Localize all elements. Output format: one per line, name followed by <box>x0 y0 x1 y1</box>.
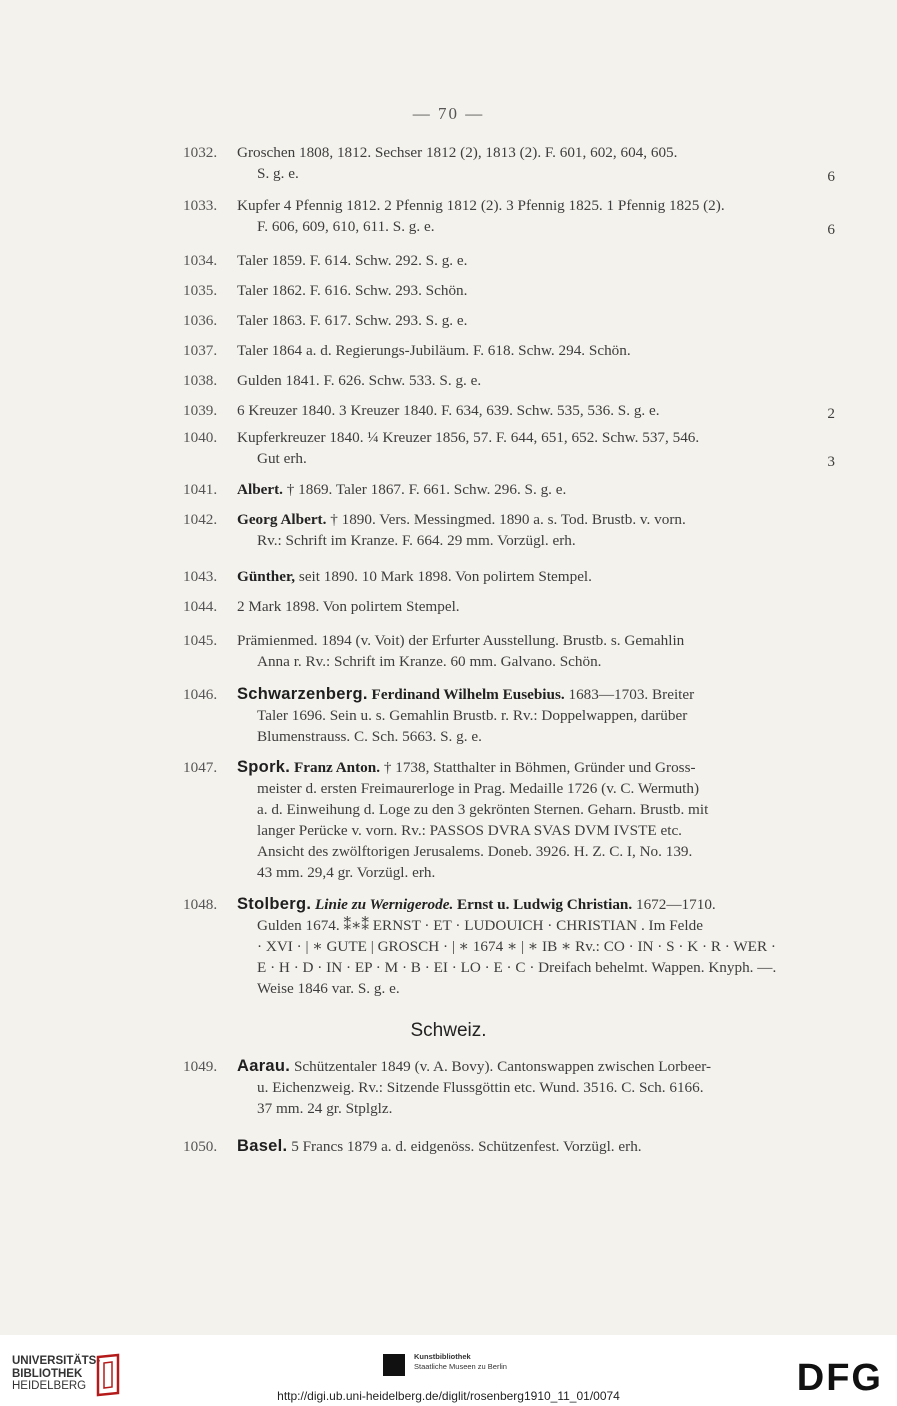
entry-line-first <box>237 370 837 391</box>
entry-line <box>237 862 837 883</box>
entry-line <box>237 799 837 820</box>
entry-text <box>237 250 837 271</box>
entry-number: 1048. <box>183 896 218 913</box>
entry-text <box>237 310 837 331</box>
entry-price: 2 <box>827 405 835 422</box>
entry-line <box>237 841 837 862</box>
entry-line-text: Taler 1862. F. 616. Schw. 293. Schön. <box>237 282 468 299</box>
entry-number: 1032. <box>183 144 218 161</box>
entry-line-text: F. 606, 609, 610, 611. S. g. e. <box>257 218 435 235</box>
entry-number: 1046. <box>183 686 218 703</box>
entry-keyword: Franz Anton. <box>290 759 381 776</box>
entry-keyword: Albert. <box>237 481 283 498</box>
entry-line-text: Weise 1846 var. S. g. e. <box>257 980 400 997</box>
entry-line-first <box>237 400 837 421</box>
uni-logo-line2: BIBLIOTHEK <box>12 1367 83 1380</box>
entry-line-text: · XVI · | ∗ GUTE | GROSCH · | ∗ 1674 ∗ | ∗ IB ∗ Rv.: CO · IN · S · K · R · WER · <box>257 938 776 955</box>
entry-line-text: Kupfer 4 Pfennig 1812. 2 Pfennig 1812 (2). 3 Pfennig 1825. 1 Pfennig 1825 (2). <box>237 197 725 214</box>
entry-line <box>237 651 837 672</box>
entry-text <box>237 142 837 184</box>
entry-keyword-heading: Schwarzenberg. <box>237 685 368 703</box>
entry-keyword: Ferdinand Wilhelm Eusebius. <box>367 686 565 703</box>
entry-line-first <box>237 630 837 651</box>
entry-line-first <box>237 142 837 163</box>
entry-line-first <box>237 250 837 271</box>
entry-line-text: Rv.: Schrift im Kranze. F. 664. 29 mm. Vorzügl. erh. <box>257 532 576 549</box>
entry-line <box>237 1098 837 1119</box>
entry-number: 1036. <box>183 312 218 329</box>
entry-line-text: Anna r. Rv.: Schrift im Kranze. 60 mm. Galvano. Schön. <box>257 653 602 670</box>
entry-text <box>237 479 837 500</box>
entry-text <box>237 400 837 421</box>
entry-number: 1047. <box>183 759 218 776</box>
entry-line-first <box>237 340 837 361</box>
entry-line-text: seit 1890. 10 Mark 1898. Von polirtem Stempel. <box>295 568 592 585</box>
entry-line-text: a. d. Einweihung d. Loge zu den 3 gekrönten Sternen. Geharn. Brustb. mit <box>257 801 709 818</box>
entry-number: 1038. <box>183 372 218 389</box>
entry-line-text: S. g. e. <box>257 165 299 182</box>
entry-line-text: Taler 1864 a. d. Regierungs-Jubiläum. F. 618. Schw. 294. Schön. <box>237 342 631 359</box>
entry-number: 1043. <box>183 568 218 585</box>
entry-keyword-heading: Aarau. <box>237 1057 291 1075</box>
entry-line-first <box>237 195 837 216</box>
entry-keyword-heading: Spork. <box>237 758 291 776</box>
entry-number: 1049. <box>183 1058 218 1075</box>
dfg-logo[interactable]: DFG <box>796 1357 883 1399</box>
entry-number: 1033. <box>183 197 218 214</box>
entry-line-first <box>237 280 837 301</box>
page-number: — 70 — <box>412 104 485 123</box>
entry-line-text: langer Perücke v. vorn. Rv.: PASSOS DVRA SVAS DVM IVSTE etc. <box>257 822 682 839</box>
kunstbibliothek-logo-icon <box>383 1354 405 1376</box>
entry-line-text: 2 Mark 1898. Von polirtem Stempel. <box>237 598 460 615</box>
entry-line <box>237 530 837 551</box>
entry-number: 1040. <box>183 429 218 446</box>
entry-text <box>237 195 837 237</box>
entry-text <box>237 370 837 391</box>
entry-line <box>237 957 837 978</box>
section-title: Schweiz. <box>410 1020 487 1041</box>
entry-line-text: Groschen 1808, 1812. Sechser 1812 (2), 1813 (2). F. 601, 602, 604, 605. <box>237 144 678 161</box>
entry-line-text: 37 mm. 24 gr. Stplglz. <box>257 1100 393 1117</box>
entry-text <box>237 427 837 469</box>
entry-line <box>237 705 837 726</box>
entry-line-first <box>237 310 837 331</box>
entry-line-first <box>237 1136 837 1157</box>
kunstbibliothek-label[interactable] <box>414 1352 507 1372</box>
entry-line <box>237 726 837 747</box>
entry-line-text: 5 Francs 1879 a. d. eidgenöss. Schützenfest. Vorzügl. erh. <box>287 1138 642 1155</box>
entry-keyword: Ernst u. Ludwig Christian. <box>453 896 633 913</box>
entry-line-text: Gulden 1841. F. 626. Schw. 533. S. g. e. <box>237 372 482 389</box>
entry-number: 1034. <box>183 252 218 269</box>
entry-line-text: Ansicht des zwölftorigen Jerusalems. Doneb. 3926. H. Z. C. I, No. 139. <box>257 843 693 860</box>
entry-number: 1045. <box>183 632 218 649</box>
entry-number: 1050. <box>183 1138 218 1155</box>
entry-text <box>237 596 837 617</box>
permalink-url[interactable]: http://digi.ub.uni-heidelberg.de/diglit/rosenberg1910_11_01/0074 <box>277 1389 620 1403</box>
kb-line2: Staatliche Museen zu Berlin <box>414 1362 507 1371</box>
entry-text <box>237 684 837 747</box>
entry-line-text: † 1738, Statthalter in Böhmen, Gründer und Gross- <box>380 759 696 776</box>
entry-text <box>237 340 837 361</box>
entry-text <box>237 1056 837 1119</box>
kb-line1: Kunstbibliothek <box>414 1352 471 1361</box>
entry-number: 1039. <box>183 402 218 419</box>
entry-line-text: 6 Kreuzer 1840. 3 Kreuzer 1840. F. 634, 639. Schw. 535, 536. S. g. e. <box>237 402 660 419</box>
entry-line-first <box>237 757 837 778</box>
entry-line-text: Blumenstrauss. C. Sch. 5663. S. g. e. <box>257 728 482 745</box>
entry-line <box>237 978 837 999</box>
entry-line <box>237 915 837 936</box>
entry-line-text: Taler 1863. F. 617. Schw. 293. S. g. e. <box>237 312 468 329</box>
entry-line-first <box>237 684 837 705</box>
entry-keyword-italic: Linie zu Wernigerode. <box>311 896 454 913</box>
entry-price: 6 <box>827 221 835 238</box>
entry-number: 1037. <box>183 342 218 359</box>
entry-line <box>237 936 837 957</box>
entry-line <box>237 778 837 799</box>
entry-line-first <box>237 479 837 500</box>
entry-keyword: Georg Albert. <box>237 511 327 528</box>
entry-line-first <box>237 894 837 915</box>
entry-line <box>237 163 837 184</box>
entry-line-text: Gulden 1674. ⁑∗⁑ ERNST · ET · LUDOUICH · CHRISTIAN . Im Felde <box>257 917 703 934</box>
entry-text <box>237 566 837 587</box>
entry-keyword: Günther, <box>237 568 296 585</box>
entry-line-text: † 1869. Taler 1867. F. 661. Schw. 296. S. g. e. <box>282 481 567 498</box>
uni-logo-line3: HEIDELBERG <box>12 1380 87 1392</box>
entry-keyword-heading: Basel. <box>237 1137 288 1155</box>
entry-text <box>237 509 837 551</box>
entry-text <box>237 630 837 672</box>
entry-text <box>237 280 837 301</box>
entry-line-first <box>237 1056 837 1077</box>
entry-line-text: † 1890. Vers. Messingmed. 1890 a. s. Tod. Brustb. v. vorn. <box>326 511 686 528</box>
entry-line-first <box>237 596 837 617</box>
entry-number: 1044. <box>183 598 218 615</box>
entry-keyword-heading: Stolberg. <box>237 895 312 913</box>
entry-text <box>237 894 837 999</box>
entry-text <box>237 1136 837 1157</box>
entry-line-text: Schützentaler 1849 (v. A. Bovy). Cantonswappen zwischen Lorbeer- <box>290 1058 712 1075</box>
uni-logo-line1: UNIVERSITÄTS- <box>12 1355 101 1367</box>
entry-price: 3 <box>827 453 835 470</box>
entry-text <box>237 757 837 883</box>
university-library-logo[interactable] <box>12 1355 100 1393</box>
entry-line-text: Gut erh. <box>257 450 307 467</box>
entry-number: 1035. <box>183 282 218 299</box>
entry-line-first <box>237 509 837 530</box>
entry-line-text: Taler 1859. F. 614. Schw. 292. S. g. e. <box>237 252 468 269</box>
entry-line-text: u. Eichenzweig. Rv.: Sitzende Flussgöttin etc. Wund. 3516. C. Sch. 6166. <box>257 1079 704 1096</box>
entry-price: 6 <box>827 168 835 185</box>
entry-line-text: 43 mm. 29,4 gr. Vorzügl. erh. <box>257 864 436 881</box>
entry-line-text: Kupferkreuzer 1840. ¼ Kreuzer 1856, 57. F. 644, 651, 652. Schw. 537, 546. <box>237 429 700 446</box>
entry-number: 1042. <box>183 511 218 528</box>
entry-line-text: 1672—1710. <box>632 896 716 913</box>
entry-line-text: meister d. ersten Freimaurerloge in Prag. Medaille 1726 (v. C. Wermuth) <box>257 780 700 797</box>
entry-line-text: 1683—1703. Breiter <box>564 686 695 703</box>
entry-line-text: Taler 1696. Sein u. s. Gemahlin Brustb. r. Rv.: Doppelwappen, darüber <box>257 707 688 724</box>
entry-line <box>237 820 837 841</box>
entry-line <box>237 448 837 469</box>
entry-line-text: E · H · D · IN · EP · M · B · EI · LO · E · C · Dreifach behelmt. Wappen. Knyph. —. <box>257 959 777 976</box>
entry-number: 1041. <box>183 481 218 498</box>
entry-line <box>237 216 837 237</box>
entry-line-text: Prämienmed. 1894 (v. Voit) der Erfurter Ausstellung. Brustb. s. Gemahlin <box>237 632 685 649</box>
entry-line-first <box>237 427 837 448</box>
footer <box>0 1335 897 1406</box>
entry-line-first <box>237 566 837 587</box>
entry-line <box>237 1077 837 1098</box>
